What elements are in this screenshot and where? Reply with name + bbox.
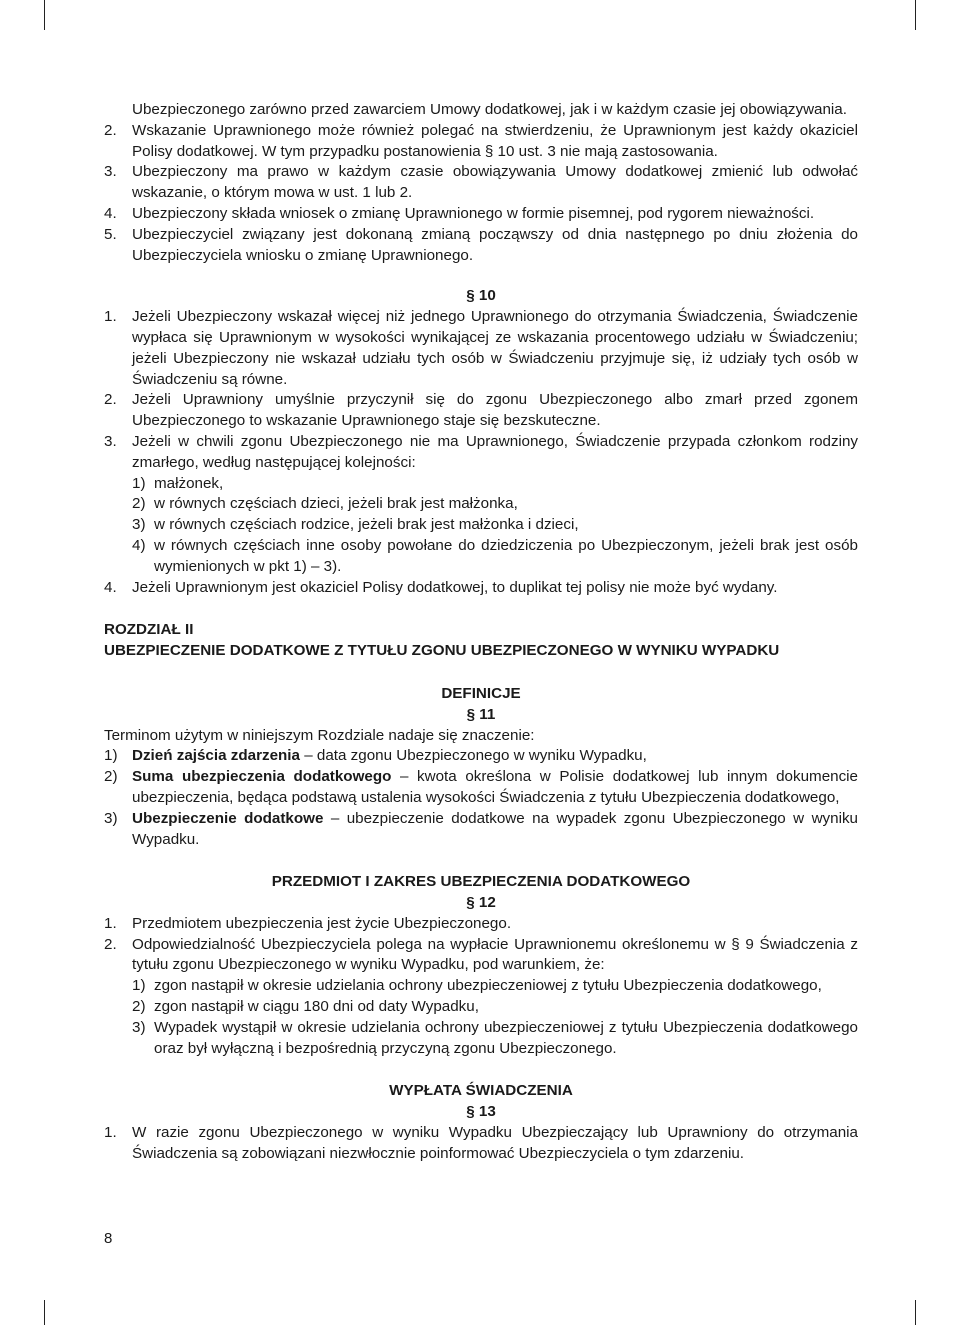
intro-item-2: 2. Wskazanie Uprawnionego może również polegać na stwierdzeniu, że Uprawnionym jest każdy okaziciel Polisy dodatkowej. W tym przypadku postanowienia § 10 ust. 3 nie mają zastosowania.	[104, 121, 858, 160]
definition-item-2: 2) Suma ubezpieczenia dodatkowego – kwota określona w Polisie dodatkowej lub innym dokumencie ubezpieczenia, będąca podstawą ustalenia wysokości Świadczenia z tytułu Ubezpieczenia dodatkowego,	[104, 768, 858, 806]
section-12-item-2: 2. Odpowiedzialność Ubezpieczyciela polega na wypłacie Uprawnionemu określonemu w § 9 Świadczenia z tytułu zgonu Ubezpieczonego w wyniku Wypadku, pod warunkiem, że:	[104, 935, 858, 974]
section-10-item-3: 3. Jeżeli w chwili zgonu Ubezpieczonego nie ma Uprawnionego, Świadczenie przypada członkom rodziny zmarłego, według następującej kolejności:	[104, 432, 858, 471]
definitions-intro: Terminom użytym w niniejszym Rozdziale nadaje się znaczenie:	[104, 726, 535, 744]
crop-mark-bottom-left	[44, 1300, 45, 1325]
definitions-title: DEFINICJE	[441, 684, 521, 702]
section-10-item-4: 4. Jeżeli Uprawnionym jest okaziciel Polisy dodatkowej, to duplikat tej polisy nie może być wydany.	[104, 578, 778, 596]
scope-title: PRZEDMIOT I ZAKRES UBEZPIECZENIA DODATKOWEGO	[271, 873, 691, 891]
chapter-subtitle: UBEZPIECZENIE DODATKOWE Z TYTUŁU ZGONU UBEZPIECZONEGO W WYNIKU WYPADKU	[104, 642, 780, 660]
document-page	[104, 100, 858, 1165]
section-10-subitem-2: 2) w równych częściach dzieci, jeżeli brak jest małżonka,	[132, 495, 518, 513]
section-12-subitem-1: 1) zgon nastąpił w okresie udzielania ochrony ubezpieczeniowej z tytułu Ubezpieczenia dodatkowego,	[132, 977, 822, 995]
payment-title: WYPŁATA ŚWIADCZENIA	[389, 1082, 573, 1100]
page-number: 8	[104, 1230, 113, 1247]
crop-mark-top-right	[915, 0, 916, 30]
section-10-item-2: 2. Jeżeli Uprawniony umyślnie przyczynił się do zgonu Ubezpieczonego albo zmarł przed zgonem Ubezpieczonego to wskazanie Uprawnionego staje się bezskuteczne.	[104, 391, 858, 430]
section-12-heading: § 12	[466, 894, 496, 912]
intro-item-4: 4. Ubezpieczony składa wniosek o zmianę Uprawnionego w formie pisemnej, pod rygorem nieważności.	[104, 204, 815, 222]
section-12-item-1: 1. Przedmiotem ubezpieczenia jest życie Ubezpieczonego.	[104, 914, 512, 932]
crop-mark-top-left	[44, 0, 45, 30]
section-10-subitem-1: 1) małżonek,	[132, 474, 224, 492]
section-12-subitem-3: 3) Wypadek wystąpił w okresie udzielania ochrony ubezpieczeniowej z tytułu Ubezpieczenia dodatkowego oraz był wyłączną i bezpośrednią przyczyną zgonu Ubezpieczonego.	[132, 1018, 858, 1057]
section-11-heading: § 11	[466, 705, 496, 723]
chapter-title: ROZDZIAŁ II	[104, 621, 194, 639]
section-12-subitem-2: 2) zgon nastąpił w ciągu 180 dni od daty Wypadku,	[132, 998, 479, 1016]
definition-item-1: 1) Dzień zajścia zdarzenia – data zgonu Ubezpieczonego w wyniku Wypadku,	[104, 747, 647, 765]
section-13-item-1: 1. W razie zgonu Ubezpieczonego w wyniku Wypadku Ubezpieczający lub Uprawniony do otrzymania Świadczenia są zobowiązani niezwłocznie poinformować Ubezpieczyciela o tym zdarzeniu.	[104, 1124, 858, 1162]
crop-mark-bottom-right	[915, 1300, 916, 1325]
section-10-heading: § 10	[466, 287, 496, 305]
section-10-subitem-3: 3) w równych częściach rodzice, jeżeli brak jest małżonka i dzieci,	[132, 516, 579, 534]
definition-item-3: 3) Ubezpieczenie dodatkowe – ubezpieczenie dodatkowe na wypadek zgonu Ubezpieczonego w wyniku Wypadku.	[104, 809, 858, 848]
intro-item-3: 3. Ubezpieczony ma prawo w każdym czasie obowiązywania Umowy dodatkowej zmienić lub odwołać wskazanie, o którym mowa w ust. 1 lub 2.	[104, 163, 858, 202]
intro-item-5: 5. Ubezpieczyciel związany jest dokonaną zmianą począwszy od dnia następnego po dniu złożenia do Ubezpieczyciela wniosku o zmianę Uprawnionego.	[104, 225, 858, 264]
section-10-subitem-4: 4) w równych częściach inne osoby powołane do dziedziczenia po Ubezpieczonym, jeżeli brak jest osób wymienionych w pkt 1) – 3).	[132, 536, 858, 575]
section-13-heading: § 13	[466, 1103, 496, 1121]
intro-item-0: Ubezpieczonego zarówno przed zawarciem Umowy dodatkowej, jak i w każdym czasie jej obowiązywania.	[132, 101, 847, 118]
section-10-item-1: 1. Jeżeli Ubezpieczony wskazał więcej niż jednego Uprawnionego do otrzymania Świadczenia, Świadczenie wypłaca się Uprawnionym w wysokości wynikającej ze wskazania procentowego udziału w Świadczeniu; jeżeli Ubezpieczony nie wskazał udziału tych osób w Świadczeniu przyjmuje się, iż udziały tych osób w Świadczeniu są równe.	[104, 308, 858, 388]
